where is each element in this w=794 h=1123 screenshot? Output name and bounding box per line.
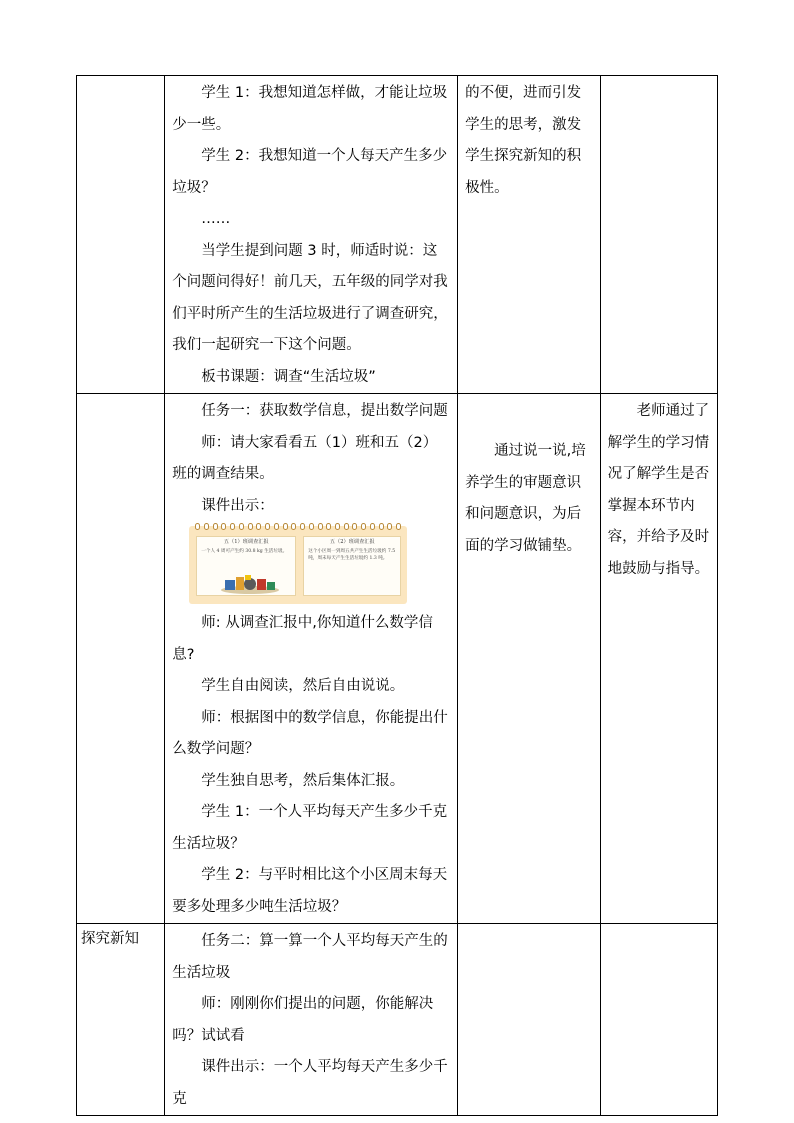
paragraph: 学生 1：一个人平均每天产生多少千克生活垃圾？ xyxy=(172,804,448,852)
intent-text: 通过说一说,培养学生的审题意识和问题意识，为后面的学习做铺垫。 xyxy=(465,443,586,554)
paragraph: 板书课题：调查“生活垃圾” xyxy=(201,368,376,385)
paragraph: 师：根据图中的数学信息，你能提出什么数学问题？ xyxy=(172,709,448,757)
paragraph: 课件出示： xyxy=(201,497,274,514)
intent-cell xyxy=(458,76,600,394)
paragraph: …… xyxy=(201,211,231,227)
intent-text: 的不便，进而引发学生的思考，激发学生探究新知的积极性。 xyxy=(465,85,582,196)
assessment-cell xyxy=(600,394,717,924)
content-cell xyxy=(165,924,458,1116)
class-2-report-card xyxy=(303,536,401,596)
table-row xyxy=(77,924,718,1116)
content-cell xyxy=(165,394,458,924)
paragraph: 任务二：算一算一个人平均每天产生的生活垃圾 xyxy=(172,933,448,981)
garbage-pile-icon xyxy=(219,572,281,594)
paragraph: 当学生提到问题 3 时，师适时说：这个问题问得好！前几天，五年级的同学对我们平时所产生的生活垃圾进行了调查研究，我们一起研究一下这个问题。 xyxy=(172,242,448,353)
card-title: 五（2）班调查汇报 xyxy=(329,539,375,545)
paragraph: 学生 1：我想知道怎样做，才能让垃圾少一些。 xyxy=(172,85,448,133)
paragraph: 师：刚刚你们提出的问题，你能解决吗？试试看 xyxy=(172,996,434,1044)
intent-cell xyxy=(458,394,600,924)
stage-label: 探究新知 xyxy=(81,931,139,947)
assessment-text: 老师通过了解学生的学习情况了解学生是否掌握本环节内容，并给予及时地鼓励与指导。 xyxy=(607,403,710,577)
courseware-figure xyxy=(189,526,407,604)
paragraph: 师: 从调查汇报中,你知道什么数学信息? xyxy=(172,615,433,663)
paragraph: 学生 2：我想知道一个人每天产生多少垃圾？ xyxy=(172,148,448,196)
class-1-report-card xyxy=(196,536,296,596)
card-title: 五（1）班调查汇报 xyxy=(223,539,269,545)
stage-cell xyxy=(77,394,165,924)
paragraph: 学生自由阅读，然后自由说说。 xyxy=(201,678,405,694)
table-row xyxy=(77,76,718,394)
lesson-plan-table xyxy=(76,75,718,1116)
stage-cell xyxy=(77,924,165,1116)
card-text: 一个人 4 周可产生约 30.8 kg 生活垃圾。 xyxy=(201,549,288,554)
paragraph: 师：请大家看看五（1）班和五（2）班的调查结果。 xyxy=(172,434,438,482)
stage-cell xyxy=(77,76,165,394)
paragraph: 学生独自思考，然后集体汇报。 xyxy=(201,772,405,789)
paragraph: 课件出示：一个人平均每天产生多少千克 xyxy=(172,1059,448,1107)
paragraph: 学生 2：与平时相比这个小区周末每天要多处理多少吨生活垃圾？ xyxy=(172,867,448,915)
binder-rings xyxy=(195,523,401,531)
assessment-cell xyxy=(600,76,717,394)
table-row xyxy=(77,394,718,924)
intent-cell xyxy=(458,924,600,1116)
content-cell xyxy=(165,76,458,394)
card-text: 这个小区周一到周五共产生生活垃圾约 7.5 吨，周末每天产生生活垃圾约 1.3 吨。 xyxy=(308,549,396,561)
assessment-cell xyxy=(600,924,717,1116)
paragraph: 任务一：获取数学信息，提出数学问题 xyxy=(201,403,448,419)
